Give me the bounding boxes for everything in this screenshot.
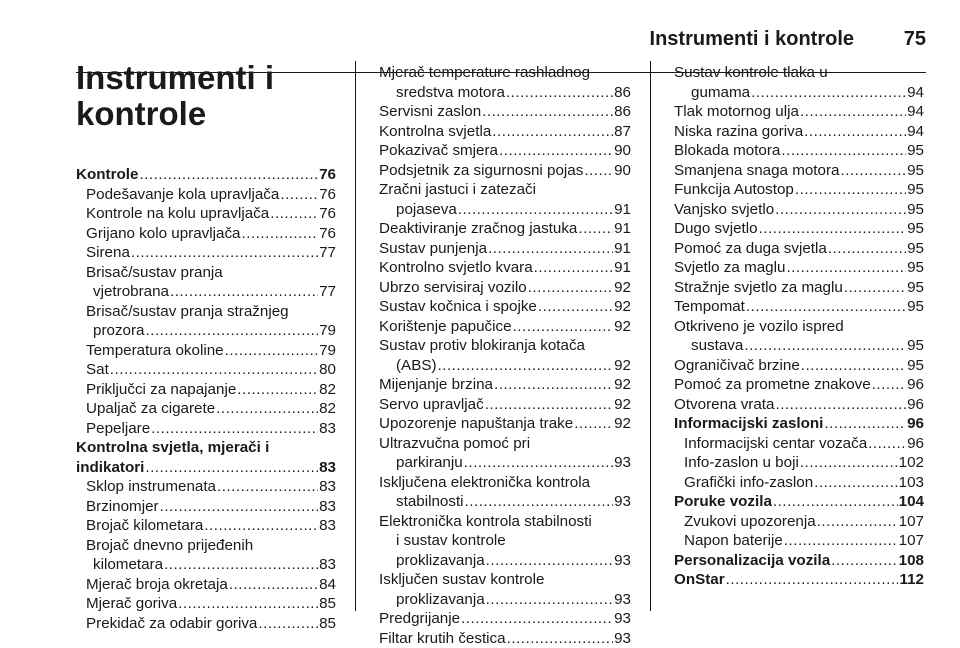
toc-entry[interactable]: sustava ..... 95 xyxy=(674,336,924,356)
toc-entry[interactable]: Kontrolna svjetla ..... 87 xyxy=(379,122,631,142)
toc-entry-line[interactable]: Otkriveno je vozilo ispred xyxy=(674,317,924,337)
toc-column-3 xyxy=(674,63,924,590)
toc-entry[interactable]: Kontrole na kolu upravljača ..... 76 xyxy=(76,204,336,224)
toc-column-2 xyxy=(379,63,631,648)
page-number: 75 xyxy=(904,28,926,51)
toc-entry-line[interactable]: Elektronička kontrola stabilnosti xyxy=(379,512,631,532)
toc-entry[interactable]: proklizavanja ..... 93 xyxy=(379,551,631,571)
toc-entry[interactable]: Otvorena vrata ..... 96 xyxy=(674,395,924,415)
toc-entry[interactable]: Tlak motornog ulja ..... 94 xyxy=(674,102,924,122)
toc-entry[interactable]: Info-zaslon u boji ..... 102 xyxy=(674,453,924,473)
toc-entry[interactable]: pojaseva ..... 91 xyxy=(379,200,631,220)
toc-entry[interactable]: Grafički info-zaslon ..... 103 xyxy=(674,473,924,493)
toc-entry[interactable]: Korištenje papučice ..... 92 xyxy=(379,317,631,337)
toc-section-indikatori[interactable]: indikatori ..... 83 xyxy=(76,458,336,478)
column-divider xyxy=(355,61,356,611)
toc-entry-line[interactable]: Brisač/sustav pranja stražnjeg xyxy=(76,302,336,322)
toc-entry[interactable]: gumama ..... 94 xyxy=(674,83,924,103)
toc-entry[interactable]: Stražnje svjetlo za maglu ..... 95 xyxy=(674,278,924,298)
toc-entry[interactable]: Vanjsko svjetlo ..... 95 xyxy=(674,200,924,220)
page-header xyxy=(0,24,960,56)
toc-entry[interactable]: Sklop instrumenata ..... 83 xyxy=(76,477,336,497)
toc-entry[interactable]: Deaktiviranje zračnog jastuka ..... 91 xyxy=(379,219,631,239)
toc-entry[interactable]: Upozorenje napuštanja trake ..... 92 xyxy=(379,414,631,434)
toc-entry-line[interactable]: Brojač dnevno prijeđenih xyxy=(76,536,336,556)
toc-entry[interactable]: Brojač kilometara ..... 83 xyxy=(76,516,336,536)
toc-entry[interactable]: prozora ..... 79 xyxy=(76,321,336,341)
toc-entry[interactable]: (ABS) ..... 92 xyxy=(379,356,631,376)
toc-entry[interactable]: Predgrijanje ..... 93 xyxy=(379,609,631,629)
toc-entry[interactable]: Pepeljare ..... 83 xyxy=(76,419,336,439)
toc-entry[interactable]: Prekidač za odabir goriva ..... 85 xyxy=(76,614,336,634)
toc-entry[interactable]: kilometara ..... 83 xyxy=(76,555,336,575)
toc-entry-line[interactable]: Sustav protiv blokiranja kotača xyxy=(379,336,631,356)
toc-entry-line[interactable]: Isključena elektronička kontrola xyxy=(379,473,631,493)
toc-entry[interactable]: proklizavanja ..... 93 xyxy=(379,590,631,610)
toc-entry[interactable]: Niska razina goriva ..... 94 xyxy=(674,122,924,142)
toc-entry[interactable]: Pomoć za duga svjetla ..... 95 xyxy=(674,239,924,259)
toc-entry[interactable]: Pokazivač smjera ..... 90 xyxy=(379,141,631,161)
toc-section-onstar[interactable]: OnStar ..... 112 xyxy=(674,570,924,590)
toc-entry[interactable]: Tempomat ..... 95 xyxy=(674,297,924,317)
toc-section-kontrole[interactable]: Kontrole ..... 76 xyxy=(76,165,336,185)
toc-entry[interactable]: Brzinomjer ..... 83 xyxy=(76,497,336,517)
toc-column-1 xyxy=(76,165,336,633)
toc-entry[interactable]: Mjerač broja okretaja ..... 84 xyxy=(76,575,336,595)
toc-entry[interactable]: Servisni zaslon ..... 86 xyxy=(379,102,631,122)
toc-entry[interactable]: Temperatura okoline ..... 79 xyxy=(76,341,336,361)
toc-entry[interactable]: Sat ..... 80 xyxy=(76,360,336,380)
toc-entry-line[interactable]: Isključen sustav kontrole xyxy=(379,570,631,590)
toc-entry-line[interactable]: Ultrazvučna pomoć pri xyxy=(379,434,631,454)
toc-entry[interactable]: Dugo svjetlo ..... 95 xyxy=(674,219,924,239)
toc-entry[interactable]: Svjetlo za maglu ..... 95 xyxy=(674,258,924,278)
toc-entry[interactable]: Priključci za napajanje ..... 82 xyxy=(76,380,336,400)
toc-entry[interactable]: Servo upravljač ..... 92 xyxy=(379,395,631,415)
toc-entry[interactable]: Ubrzo servisiraj vozilo ..... 92 xyxy=(379,278,631,298)
toc-section-poruke-vozila[interactable]: Poruke vozila ..... 104 xyxy=(674,492,924,512)
toc-entry[interactable]: Funkcija Autostop ..... 95 xyxy=(674,180,924,200)
toc-entry[interactable]: Upaljač za cigarete ..... 82 xyxy=(76,399,336,419)
toc-entry[interactable]: vjetrobrana ..... 77 xyxy=(76,282,336,302)
toc-entry[interactable]: Filtar krutih čestica ..... 93 xyxy=(379,629,631,648)
toc-entry[interactable]: Informacijski centar vozača ..... 96 xyxy=(674,434,924,454)
toc-entry[interactable]: stabilnosti ..... 93 xyxy=(379,492,631,512)
toc-entry[interactable]: Napon baterije ..... 107 xyxy=(674,531,924,551)
toc-entry[interactable]: Kontrolno svjetlo kvara ..... 91 xyxy=(379,258,631,278)
toc-entry-line[interactable]: Zračni jastuci i zatezači xyxy=(379,180,631,200)
toc-entry[interactable]: parkiranju ..... 93 xyxy=(379,453,631,473)
toc-section-informacijski-zasloni[interactable]: Informacijski zasloni ..... 96 xyxy=(674,414,924,434)
toc-entry-line[interactable]: i sustav kontrole xyxy=(379,531,631,551)
toc-entry[interactable]: sredstva motora ..... 86 xyxy=(379,83,631,103)
toc-section-line[interactable]: Kontrolna svjetla, mjerači i xyxy=(76,438,336,458)
running-title: Instrumenti i kontrole xyxy=(650,28,854,51)
toc-entry[interactable]: Sustav kočnica i spojke ..... 92 xyxy=(379,297,631,317)
toc-entry[interactable]: Sirena ..... 77 xyxy=(76,243,336,263)
toc-entry[interactable]: Smanjena snaga motora ..... 95 xyxy=(674,161,924,181)
toc-entry[interactable]: Sustav punjenja ..... 91 xyxy=(379,239,631,259)
toc-entry[interactable]: Zvukovi upozorenja ..... 107 xyxy=(674,512,924,532)
toc-entry[interactable]: Mijenjanje brzina ..... 92 xyxy=(379,375,631,395)
toc-entry[interactable]: Podešavanje kola upravljača ..... 76 xyxy=(76,185,336,205)
toc-entry[interactable]: Mjerač goriva ..... 85 xyxy=(76,594,336,614)
chapter-title: Instrumenti i kontrole xyxy=(76,60,336,132)
toc-entry[interactable]: Blokada motora ..... 95 xyxy=(674,141,924,161)
toc-entry-line[interactable]: Brisač/sustav pranja xyxy=(76,263,336,283)
toc-entry[interactable]: Grijano kolo upravljača ..... 76 xyxy=(76,224,336,244)
column-divider xyxy=(650,61,651,611)
toc-entry-line[interactable]: Sustav kontrole tlaka u xyxy=(674,63,924,83)
toc-entry[interactable]: Ograničivač brzine ..... 95 xyxy=(674,356,924,376)
toc-entry-line[interactable]: Mjerač temperature rashladnog xyxy=(379,63,631,83)
toc-entry[interactable]: Podsjetnik za sigurnosni pojas ..... 90 xyxy=(379,161,631,181)
toc-section-personalizacija-vozila[interactable]: Personalizacija vozila ..... 108 xyxy=(674,551,924,571)
toc-entry[interactable]: Pomoć za prometne znakove ..... 96 xyxy=(674,375,924,395)
